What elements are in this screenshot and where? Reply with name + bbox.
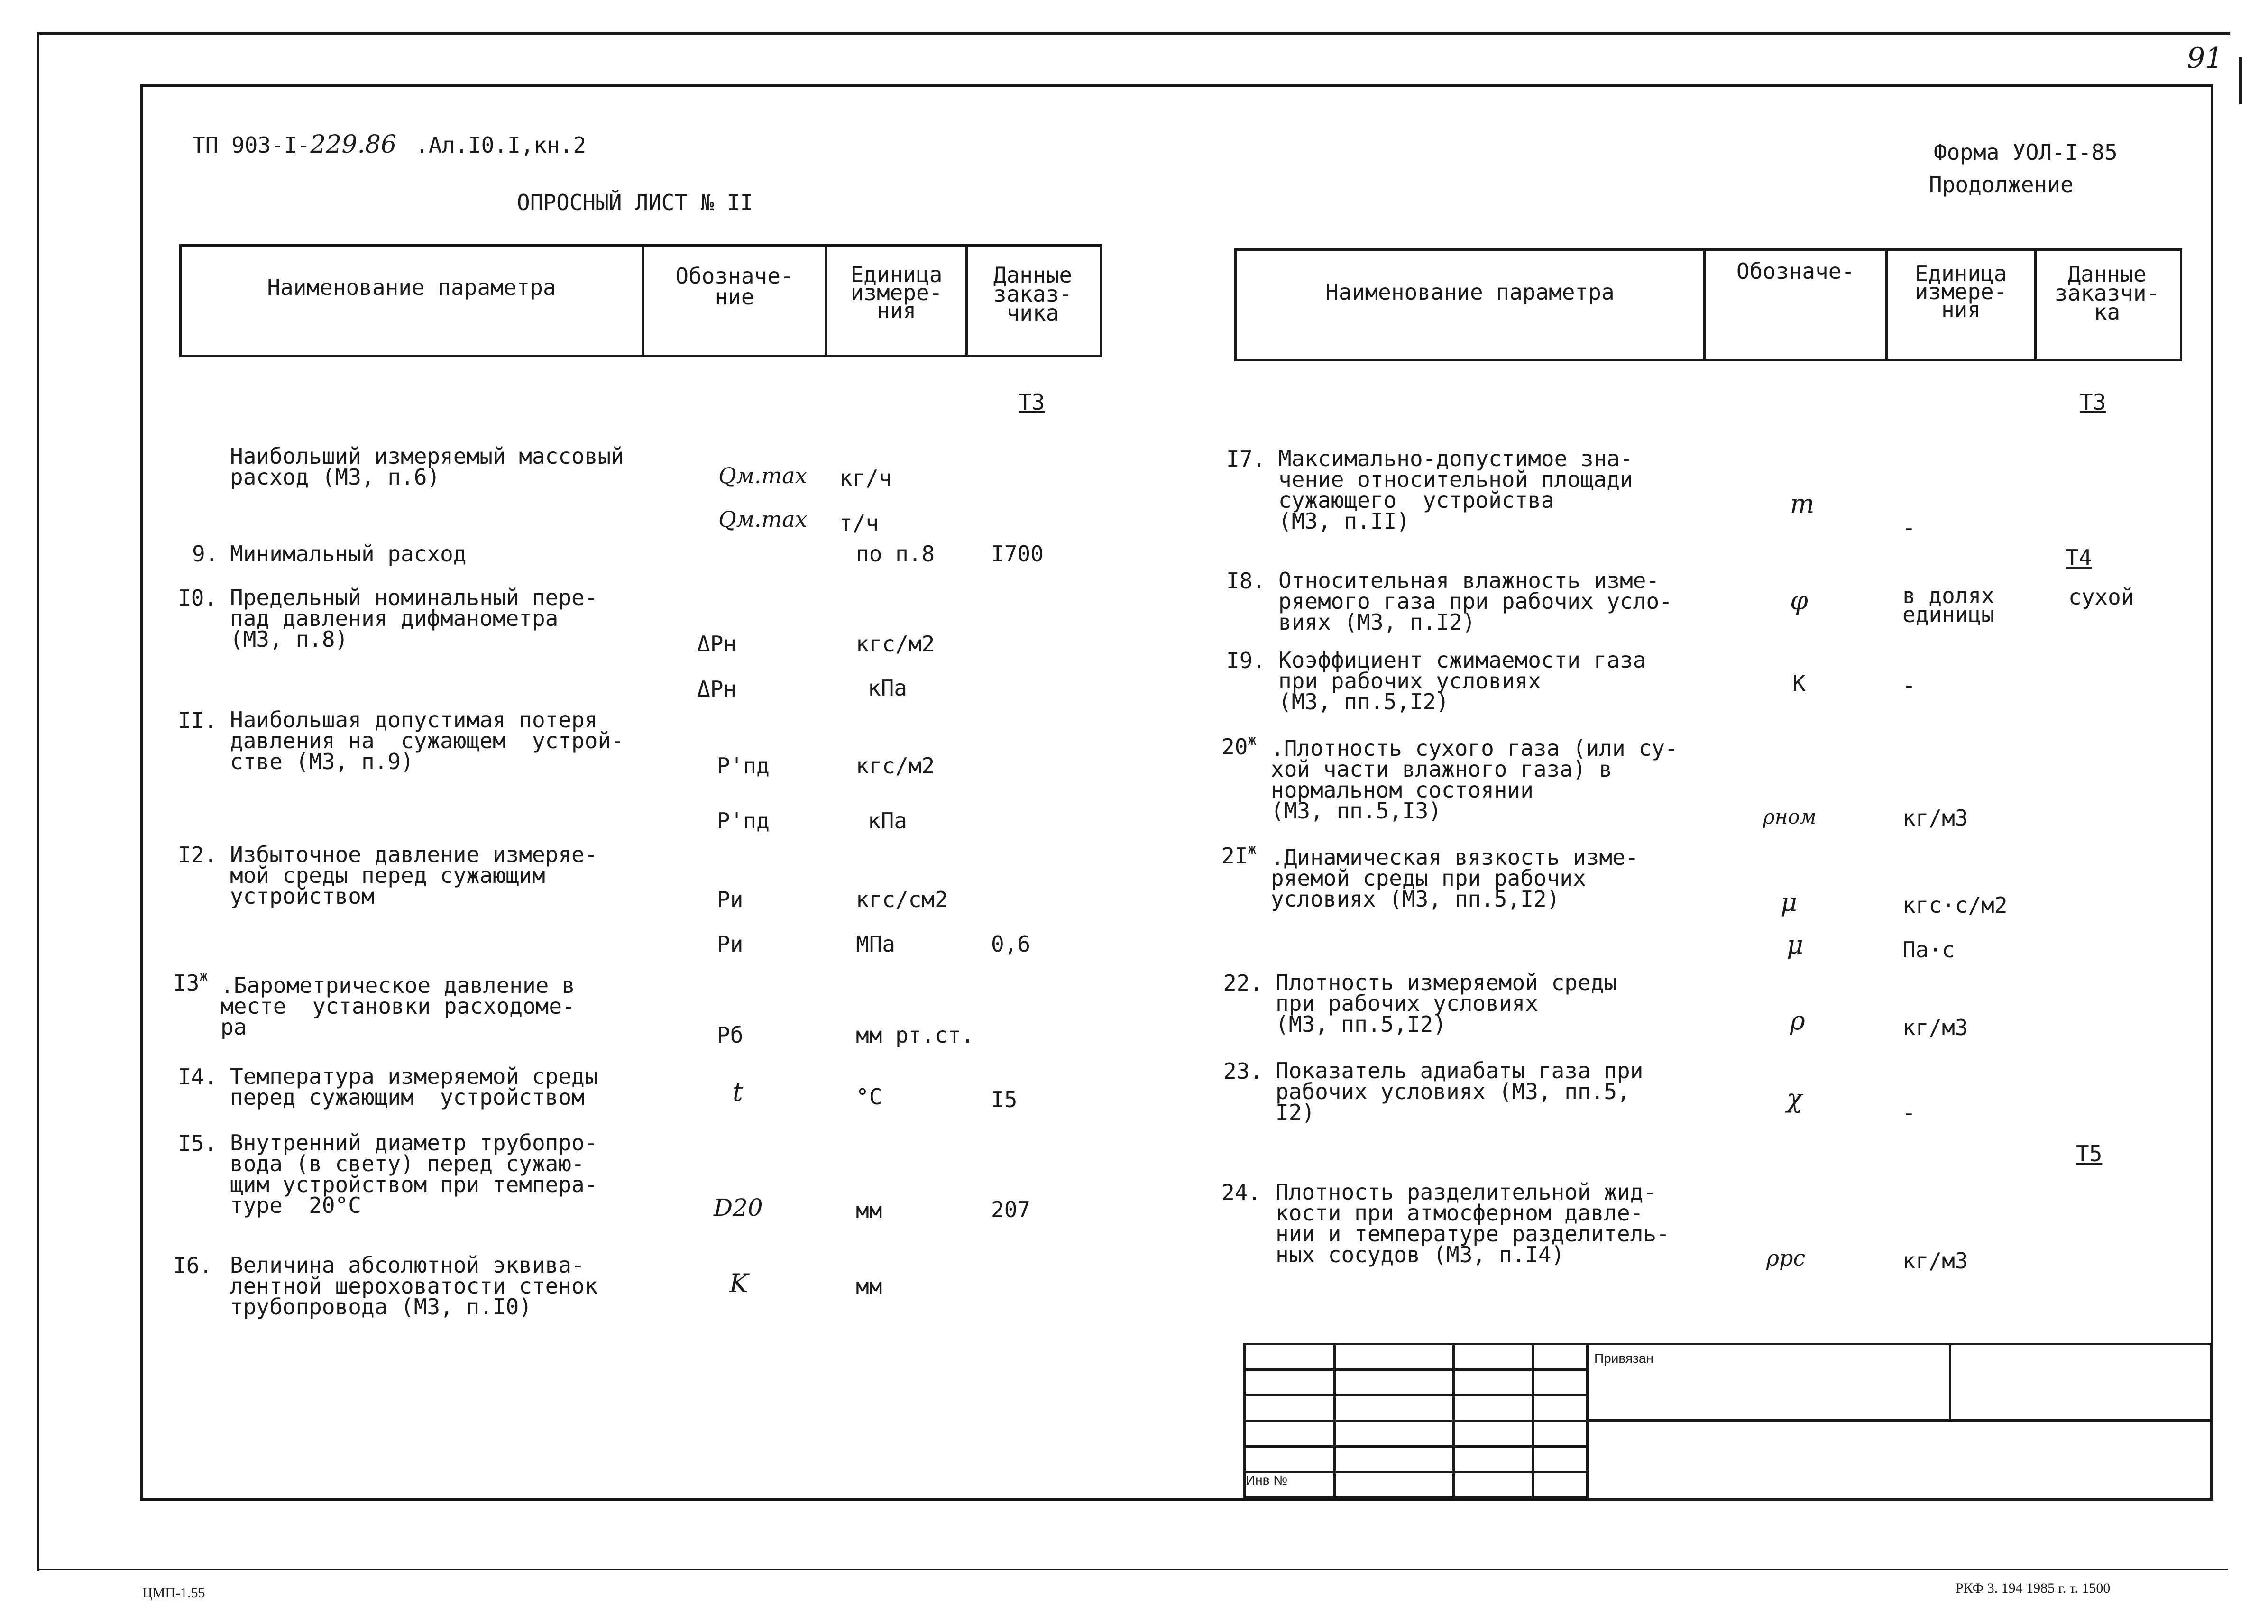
right-header-unit: Единица измере- ния [1915, 261, 2007, 322]
p20-star: ж [1248, 732, 1257, 749]
p8-unit-1: кг/ч [839, 465, 892, 491]
p13-star: ж [199, 968, 208, 985]
privyazan-label: Привязан [1594, 1351, 1653, 1366]
p11-symbol-2: Р'пд [717, 808, 770, 834]
p21-number-text: 2I [1221, 843, 1248, 869]
right-edge-mark [2239, 57, 2242, 104]
p21-number [1221, 841, 1257, 869]
right-header-symbol: Обозначе- [1736, 258, 1855, 284]
p12-value: 0,6 [991, 931, 1031, 957]
p16-number: I6. [173, 1253, 213, 1278]
doc-code-prefix: ТП 903-I- [192, 132, 311, 158]
p18-value: сухой [2068, 584, 2134, 610]
p12-symbol-2: Ри [717, 931, 744, 957]
p21-star: ж [1248, 841, 1257, 858]
p9-name: Минимальный расход [230, 541, 467, 567]
p9-number: 9. [192, 541, 219, 567]
inv-no-cell [1245, 1472, 1335, 1498]
p18-symbol: φ [1790, 586, 1808, 615]
left-header-symbol: Обозначе- ние [675, 263, 794, 310]
p24-symbol: ρрс [1766, 1245, 1806, 1271]
stamp-divider-h [1586, 1419, 2210, 1422]
p22-symbol: ρ [1790, 1006, 1805, 1036]
p22-number: 22. [1223, 970, 1263, 996]
p14-number: I4. [178, 1064, 218, 1090]
right-header-name: Наименование параметра [1325, 279, 1615, 305]
p14-value: I5 [991, 1087, 1018, 1112]
p14-name: Температура измеряемой среды перед сужающим устройством [230, 1064, 598, 1110]
p21-symbol-1: μ [1781, 887, 1798, 917]
p13-symbol: Рб [717, 1022, 744, 1048]
p14-unit: °С [856, 1084, 882, 1110]
section-mark-t4: Т4 [2066, 545, 2092, 570]
stamp-divider-v [1949, 1343, 1951, 1421]
p24-name: Плотность разделительной жид- кости при атмосферном давле- нии и температуре разделитель- ных сосудов (МЗ, п.I4) [1276, 1179, 1670, 1267]
page-number: 91 [2187, 42, 2223, 75]
p16-symbol: K [729, 1268, 749, 1298]
p8-unit-2: т/ч [839, 510, 879, 536]
form-label: Форма УОЛ-I-85 [1934, 139, 2118, 165]
doc-code-suffix: .Ал.I0.I,кн.2 [415, 132, 587, 158]
p17-symbol: m [1790, 489, 1815, 519]
p10-unit-2: кПа [868, 675, 908, 701]
p13-unit: мм рт.ст. [856, 1022, 974, 1048]
p15-symbol: D20 [714, 1194, 763, 1221]
p19-name: Коэффициент сжимаемости газа при рабочих условиях (МЗ, пп.5,I2) [1278, 647, 1646, 715]
p20-number-text: 20 [1221, 734, 1248, 760]
right-header-data: Данные заказчи- ка [2054, 261, 2160, 325]
p12-unit-2: МПа [856, 931, 896, 957]
p11-number: II. [178, 707, 218, 733]
p22-unit: кг/м3 [1902, 1015, 1968, 1040]
p12-number: I2. [178, 842, 218, 868]
p9-unit: по п.8 [856, 541, 935, 567]
p19-number: I9. [1226, 648, 1266, 673]
p22-name: Плотность измеряемой среды при рабочих условиях (МЗ, пп.5,I2) [1276, 970, 1617, 1037]
p21-unit-1: кгс·с/м2 [1902, 892, 2008, 918]
p14-symbol: t [733, 1077, 743, 1107]
section-mark-t5: Т5 [2076, 1141, 2103, 1166]
p23-unit: - [1902, 1100, 1916, 1126]
p8-symbol-2: Qм.max [718, 506, 808, 532]
stamp-main-box [1586, 1343, 2212, 1501]
p15-name: Внутренний диаметр трубопро- вода (в свету) перед сужаю- щим устройством при темпера- туре 20°С [230, 1130, 598, 1218]
left-header-name: Наименование параметра [267, 275, 556, 300]
p10-number: I0. [178, 585, 218, 611]
sheet-title: ОПРОСНЫЙ ЛИСТ № II [517, 190, 753, 215]
p8-name: Наибольший измеряемый массовый расход (МЗ, п.6) [230, 443, 624, 490]
p17-name: Максимально-допустимое зна- чение относительной площади сужающего устройства (МЗ, п.II) [1278, 446, 1633, 534]
p19-symbol: К [1792, 670, 1806, 696]
p17-number: I7. [1226, 446, 1266, 472]
p15-unit: мм [856, 1198, 882, 1223]
p15-value: 207 [991, 1197, 1031, 1222]
p11-unit-1: кгс/м2 [856, 753, 935, 779]
p18-number: I8. [1226, 568, 1266, 594]
p10-name: Предельный номинальный пере- пад давления дифманометра (МЗ, п.8) [230, 585, 598, 652]
continuation-label: Продолжение [1929, 172, 2074, 197]
p16-unit: мм [856, 1274, 882, 1299]
inv-no-label: Инв № [1246, 1473, 1288, 1487]
section-mark-right-t3: Т3 [2080, 389, 2106, 415]
p16-name: Величина абсолютной эквива- лентной шероховатости стенок трубопровода (МЗ, п.I0) [230, 1252, 598, 1320]
p20-symbol: ρном [1763, 805, 1817, 828]
p23-name: Показатель адиабаты газа при рабочих условиях (МЗ, пп.5, I2) [1276, 1058, 1644, 1125]
p11-symbol-1: Р'пд [717, 753, 770, 779]
p23-symbol: χ [1787, 1083, 1802, 1113]
p18-name: Относительная влажность изме- ряемого газа при рабочих усло- виях (МЗ, п.I2) [1278, 568, 1672, 635]
p15-number: I5. [178, 1130, 218, 1156]
p10-symbol-1: ΔPн [697, 631, 737, 657]
p12-unit-1: кгс/см2 [856, 887, 948, 912]
doc-code-handwritten: 229.86 [310, 130, 397, 159]
p10-unit-1: кгс/м2 [856, 631, 935, 657]
p20-unit: кг/м3 [1902, 805, 1968, 831]
left-header-data: Данные заказ- чика [993, 262, 1073, 326]
p12-symbol-1: Ри [717, 887, 744, 912]
footer-right-code: РКФ 3. 194 1985 г. т. 1500 [1956, 1580, 2111, 1596]
bottom-trim-line [37, 1569, 2228, 1570]
left-header-unit: Единица измере- ния [850, 262, 943, 323]
p24-number: 24. [1221, 1180, 1261, 1205]
doc-code [192, 130, 587, 159]
p13-number-text: I3 [173, 970, 200, 996]
p21-symbol-2: μ [1787, 930, 1804, 960]
section-mark-left-t3: Т3 [1019, 389, 1045, 415]
p13-number [173, 968, 208, 996]
p20-number [1221, 732, 1257, 760]
p18-unit: в долях единицы [1902, 583, 1994, 627]
p12-name: Избыточное давление измеряе- мой среды перед сужающим устройством [230, 842, 598, 909]
p21-unit-2: Па·с [1902, 937, 1955, 963]
p23-number: 23. [1223, 1058, 1263, 1084]
stamp-grid [1243, 1343, 1589, 1499]
p19-unit: - [1902, 672, 1916, 698]
p20-name: .Плотность сухого газа (или су- хой части влажного газа) в нормальном состоянии (МЗ, пп.5,I3) [1271, 735, 1678, 824]
p13-name: .Барометрическое давление в месте установки расходоме- ра [220, 973, 575, 1040]
p8-symbol-1: Qм.max [718, 463, 808, 488]
p21-name: .Динамическая вязкость изме- ряемой среды при рабочих условиях (МЗ, пп.5,I2) [1271, 844, 1639, 912]
p11-unit-2: кПа [868, 808, 908, 834]
footer-left-code: ЦМП-1.55 [142, 1585, 205, 1601]
p17-unit: - [1902, 515, 1916, 541]
p10-symbol-2: ΔPн [697, 676, 737, 702]
p9-value: I700 [991, 541, 1044, 567]
p24-unit: кг/м3 [1902, 1248, 1968, 1274]
p11-name: Наибольшая допустимая потеря давления на сужающем устрой- стве (МЗ, п.9) [230, 707, 624, 774]
